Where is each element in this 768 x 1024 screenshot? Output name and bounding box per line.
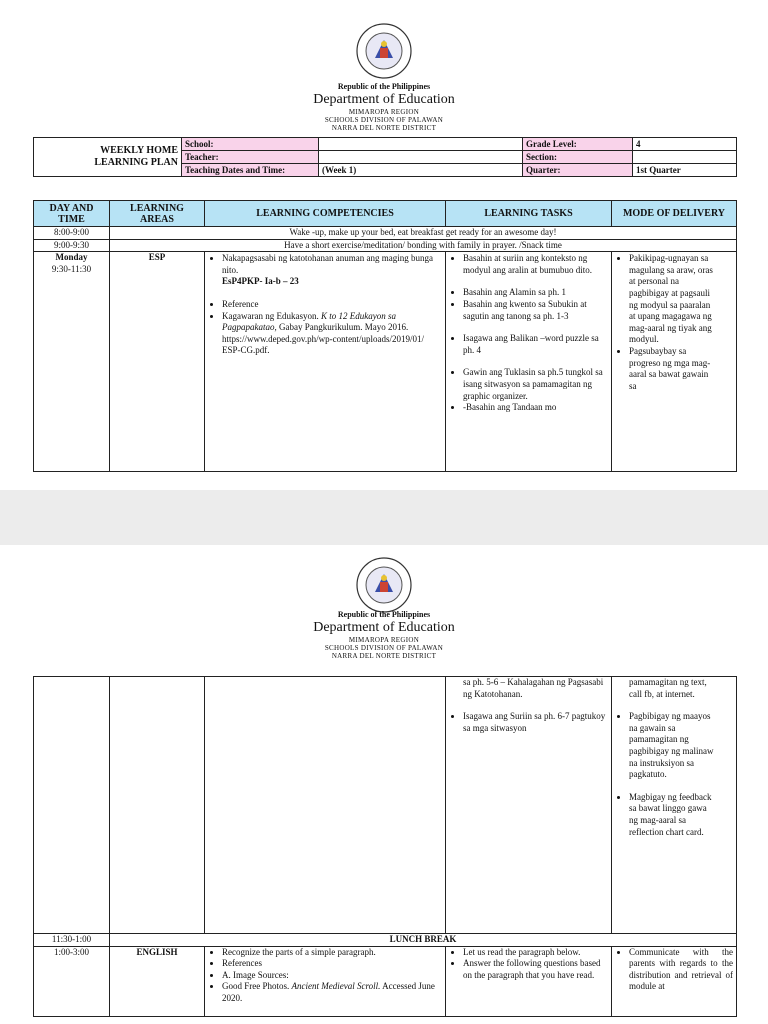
district-line: NARRA DEL NORTE DISTRICT <box>331 652 437 660</box>
list-item: • Pagbibigay ng maayos na gawain sa pamamagitan ng pagbibigay ng malinaw na instruksiyon sa pagkatuto. <box>629 711 715 781</box>
lunch-break: LUNCH BREAK <box>110 934 737 947</box>
republic-line: Republic of the Philippines <box>337 610 431 619</box>
list-item: • Reference <box>222 299 442 311</box>
list-item: • Recognize the parts of a simple paragraph. <box>222 947 442 959</box>
day-cell <box>34 677 110 934</box>
table-row <box>34 677 737 934</box>
republic-line: Republic of the Philippines <box>337 82 431 91</box>
list-item <box>222 253 442 288</box>
region-line: MIMAROPA REGION <box>348 108 420 116</box>
reference-text: Gabay Pangkurikulum. Mayo 2016. https://www.deped.gov.ph/wp-content/uploads/2019/01/ ESP-CG.pdf. <box>222 322 425 356</box>
table-row <box>34 227 737 240</box>
department-name: Department of Education <box>313 620 455 635</box>
info-table <box>33 137 737 177</box>
subject-cell: ENGLISH <box>110 946 205 1016</box>
grade-label: Grade Level: <box>523 138 633 151</box>
day-label: Monday <box>55 252 88 263</box>
deped-seal-icon <box>355 556 413 614</box>
learning-plan-table-continued <box>33 676 737 1017</box>
list-item: • Gawin ang Tuklasin sa ph.5 tungkol sa isang sitwasyon sa pamamagitan ng graphic organizer. <box>463 367 608 402</box>
mode-continuation: pamamagitan ng text, call fb, at internet. <box>629 677 707 699</box>
school-label: School: <box>182 138 319 151</box>
list-item: • Isagawa ang Balikan –word puzzle sa ph. 4 <box>463 333 608 356</box>
plan-title-line-2: LEARNING PLAN <box>94 157 178 168</box>
list-item: • Pagsubaybay sa progreso ng mga mag-aaral sa bawat gawain sa <box>629 346 715 392</box>
list-item: • Answer the following questions based on the paragraph that you have read. <box>463 958 608 981</box>
col-mode: MODE OF DELIVERY <box>612 201 737 227</box>
competencies-cell <box>205 946 446 1016</box>
col-learning-areas: LEARNING AREAS <box>110 201 205 227</box>
list-item: • References <box>222 958 442 970</box>
time-cell: 9:00-9:30 <box>34 239 110 252</box>
list-item: • Magbigay ng feedback sa bawat linggo gawa ng mag-aaral sa reflection chart card. <box>629 792 715 838</box>
routine-text: Wake -up, make up your bed, eat breakfast get ready for an awesome day! <box>110 227 737 240</box>
dates-value[interactable]: (Week 1) <box>319 164 523 177</box>
list-item: • Let us read the paragraph below. <box>463 947 608 959</box>
plan-title <box>34 138 182 177</box>
department-name: Department of Education <box>313 92 455 107</box>
list-item: • Communicate with the parents with regards to the distribution and retrieval of module at <box>629 947 733 993</box>
time-label: 9:30-11:30 <box>51 263 92 274</box>
task-continuation: sa ph. 5-6 – Kahalagahan ng Pagsasabi ng Katotohanan. <box>463 677 604 699</box>
tasks-cell <box>446 946 612 1016</box>
section-value[interactable] <box>633 151 737 164</box>
letterhead <box>0 610 768 660</box>
document-page-1 <box>0 0 768 490</box>
competency-text: Nakapagsasabi ng katotohanan anuman ang maging bunga nito. <box>222 253 433 275</box>
col-tasks: LEARNING TASKS <box>446 201 612 227</box>
reference-text: Accessed June 2020. <box>222 981 435 1003</box>
letterhead <box>0 82 768 132</box>
district-line: NARRA DEL NORTE DISTRICT <box>331 124 437 132</box>
tasks-cell <box>446 677 612 934</box>
document-page-2 <box>0 545 768 1024</box>
plan-title-line-1: WEEKLY HOME <box>100 145 178 156</box>
table-row <box>34 239 737 252</box>
reference-text: Good Free Photos. <box>222 981 292 992</box>
quarter-label: Quarter: <box>523 164 633 177</box>
mode-cell <box>612 252 737 472</box>
learning-plan-table <box>33 200 737 472</box>
mode-cell <box>612 946 737 1016</box>
competency-code: EsP4PKP- Ia-b – 23 <box>222 276 299 287</box>
list-item <box>222 981 442 1004</box>
grade-value[interactable]: 4 <box>633 138 737 151</box>
list-item: • Pakikipag-ugnayan sa magulang sa araw, oras at personal na pagbibigay at pagsauli ng modyul sa paaralan at upang magagawa ng mag-aaral ng tiyak ang modyul. <box>629 253 715 346</box>
table-row <box>34 252 737 472</box>
list-item: • Basahin ang kwento sa Subukin at sagutin ang tanong sa ph. 1-3 <box>463 299 608 322</box>
competencies-cell <box>205 677 446 934</box>
teacher-label: Teacher: <box>182 151 319 164</box>
list-item: • Basahin at suriin ang konteksto ng modyul ang aralin at bumubuo dito. <box>463 253 608 276</box>
subject-cell <box>110 677 205 934</box>
deped-seal-icon <box>355 22 413 80</box>
list-item: • Basahin ang Alamin sa ph. 1 <box>463 287 608 299</box>
reference-title: K to 12 Edukayon sa Pagpapakatao, <box>222 310 396 333</box>
subject-cell: ESP <box>110 252 205 472</box>
division-line: SCHOOLS DIVISION OF PALAWAN <box>324 644 444 652</box>
list-item: • -Basahin ang Tandaan mo <box>463 402 608 414</box>
list-item: • Isagawa ang Suriin sa ph. 6-7 pagtukoy sa mga sitwasyon <box>463 711 608 734</box>
routine-text: Have a short exercise/meditation/ bonding with family in prayer. /Snack time <box>110 239 737 252</box>
tasks-cell <box>446 252 612 472</box>
section-label: Section: <box>523 151 633 164</box>
list-item <box>222 311 442 357</box>
region-line: MIMAROPA REGION <box>348 636 420 644</box>
list-item: • A. Image Sources: <box>222 970 442 982</box>
competencies-cell <box>205 252 446 472</box>
school-value[interactable] <box>319 138 523 151</box>
quarter-value[interactable]: 1st Quarter <box>633 164 737 177</box>
col-day-time: DAY AND TIME <box>34 201 110 227</box>
reference-title: Ancient Medieval Scroll. <box>291 981 381 992</box>
day-cell <box>34 252 110 472</box>
time-cell: 8:00-9:00 <box>34 227 110 240</box>
time-cell: 1:00-3:00 <box>34 946 110 1016</box>
table-row <box>34 946 737 1016</box>
teacher-value[interactable] <box>319 151 523 164</box>
time-cell: 11:30-1:00 <box>34 934 110 947</box>
reference-text: Kagawaran ng Edukasyon. <box>222 310 321 321</box>
division-line: SCHOOLS DIVISION OF PALAWAN <box>324 116 444 124</box>
mode-cell <box>612 677 737 934</box>
table-row <box>34 934 737 947</box>
dates-label: Teaching Dates and Time: <box>182 164 319 177</box>
col-competencies: LEARNING COMPETENCIES <box>205 201 446 227</box>
